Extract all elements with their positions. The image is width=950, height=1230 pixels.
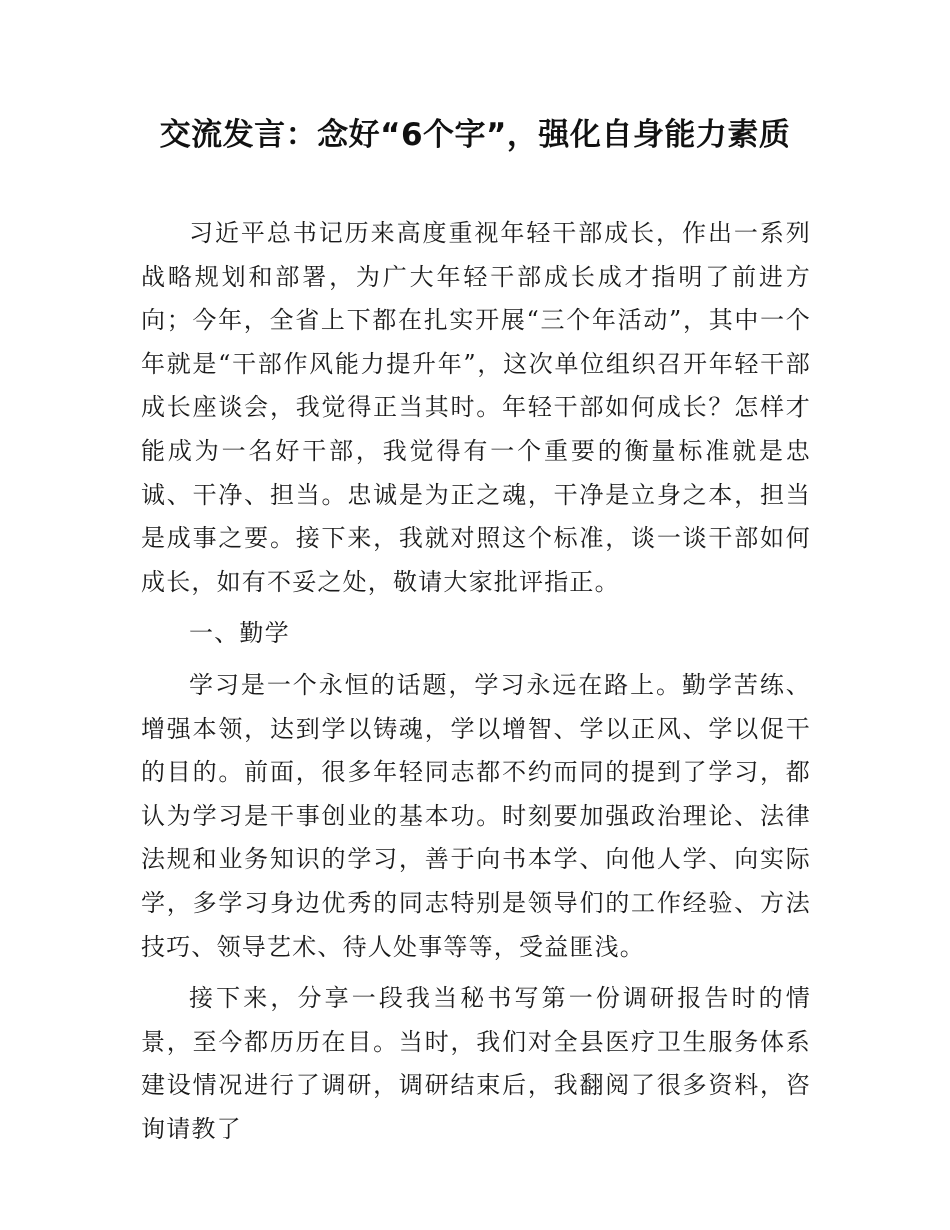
story-paragraph: 接下来，分享一段我当秘书写第一份调研报告时的情景，至今都历历在目。当时，我们对全县医疗卫生服务体系建设情况进行了调研，调研结束后，我翻阅了很多资料，咨询请教了	[141, 984, 811, 1143]
intro-paragraph: 习近平总书记历来高度重视年轻干部成长，作出一系列战略规划和部署，为广大年轻干部成长成才指明了前进方向；今年，全省上下都在扎实开展“三个年活动”，其中一个年就是“干部作风能力提升年”，这次单位组织召开年轻干部成长座谈会，我觉得正当其时。年轻干部如何成长？怎样才能成为一名好干部，我觉得有一个重要的衡量标准就是忠诚、干净、担当。忠诚是为正之魂，干净是立身之本，担当是成事之要。接下来，我就对照这个标准，谈一谈干部如何成长，如有不妥之处，敬请大家批评指正。	[141, 219, 811, 596]
section-heading: 一、勤学	[189, 619, 290, 648]
study-paragraph: 学习是一个永恒的话题，学习永远在路上。勤学苦练、增强本领，达到学以铸魂，学以增智、学以正风、学以促干的目的。前面，很多年轻同志都不约而同的提到了学习，都认为学习是干事创业的基本功。时刻要加强政治理论、法律法规和业务知识的学习，善于向书本学、向他人学、向实际学，多学习身边优秀的同志特别是领导们的工作经验、方法技巧、领导艺术、待人处事等等，受益匪浅。	[141, 670, 811, 961]
document-title: 交流发言：念好“6个字”，强化自身能力素质	[159, 117, 791, 153]
document-body	[141, 212, 811, 1151]
